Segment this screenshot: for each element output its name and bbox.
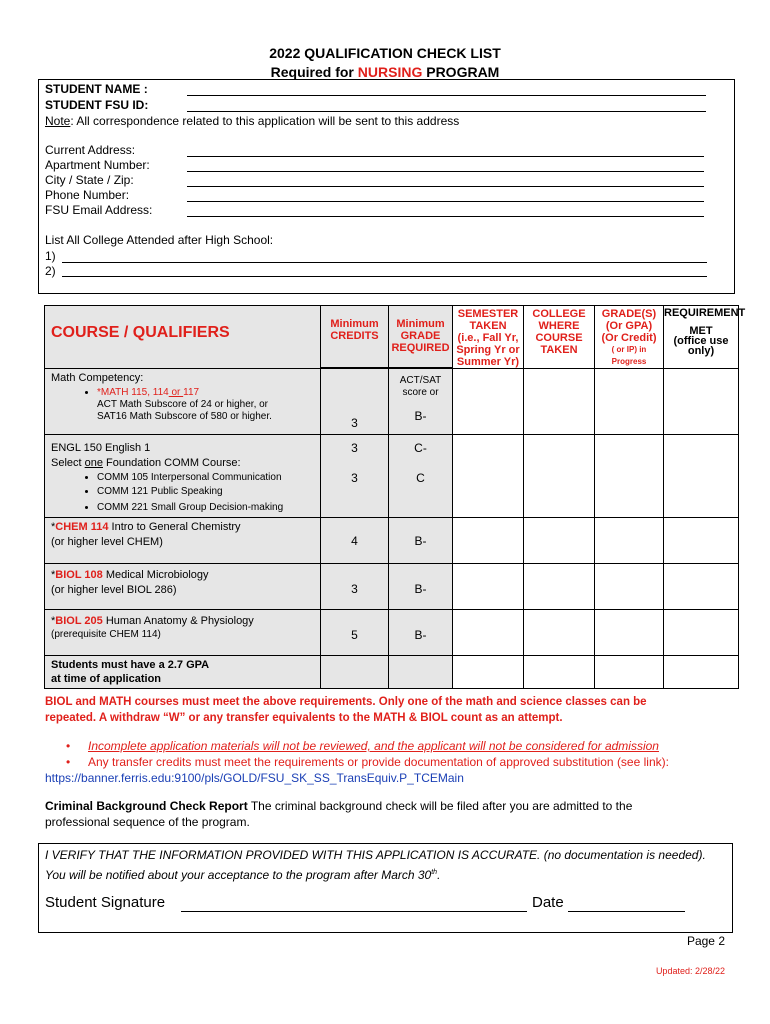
biol108-semester-cell[interactable]: [453, 564, 524, 610]
current-address-label: Current Address:: [45, 143, 136, 157]
math-college-cell[interactable]: [524, 369, 595, 435]
math-credits: 3: [321, 369, 389, 435]
student-signature-label: Student Signature: [45, 894, 166, 911]
math-grades-cell[interactable]: [595, 369, 664, 435]
fsu-email-field[interactable]: [187, 216, 704, 217]
bullet-icon: •: [66, 739, 71, 753]
biol205-college-cell[interactable]: [524, 610, 595, 656]
biol205-credits: 5: [321, 610, 389, 656]
student-id-label: STUDENT FSU ID:: [45, 98, 149, 112]
grades-header: GRADE(S) (Or GPA) (Or Credit) ( or IP) in Progress: [595, 306, 664, 369]
table-row-math: [45, 369, 739, 435]
bullet-icon: •: [66, 755, 71, 769]
engl-requirement-cell: [664, 435, 739, 518]
biol108-course-cell: *BIOL 108 Medical Microbiology (or higher level BIOL 286): [45, 564, 321, 610]
student-id-field[interactable]: [187, 111, 706, 112]
college-item-1-field[interactable]: [62, 262, 707, 263]
engl-college-cell[interactable]: [524, 435, 595, 518]
biol108-grades-cell[interactable]: [595, 564, 664, 610]
table-row-engl: [45, 435, 739, 518]
chem-semester-cell[interactable]: [453, 518, 524, 564]
subtitle-prefix: Required for: [270, 64, 358, 80]
biol205-grades-cell[interactable]: [595, 610, 664, 656]
student-name-label: STUDENT NAME :: [45, 82, 148, 96]
city-state-zip-field[interactable]: [187, 186, 704, 187]
table-row-chem: [45, 518, 739, 564]
student-name-field[interactable]: [187, 95, 706, 96]
criminal-background-note: Criminal Background Check Report The criminal background check will be filed after you are admitted to the professional sequence of the program.: [45, 799, 633, 829]
math-grade-cell: ACT/SAT score or B-: [389, 369, 453, 435]
chem-credits: 4: [321, 518, 389, 564]
phone-number-field[interactable]: [187, 201, 704, 202]
engl-course-cell: ENGL 150 English 1 Select one Foundation COMM Course: • COMM 105 Interpersonal Communication • COMM 121 Public Speaking • COMM 221 Small Group Decision-making: [45, 435, 321, 518]
gpa-grades-cell[interactable]: [595, 656, 664, 689]
engl-semester-cell[interactable]: [453, 435, 524, 518]
biol108-college-cell[interactable]: [524, 564, 595, 610]
current-address-field[interactable]: [187, 156, 704, 157]
table-row-gpa: [45, 656, 739, 689]
chem-grade: B-: [389, 518, 453, 564]
apartment-number-field[interactable]: [187, 171, 704, 172]
min-grade-header: Minimum GRADE REQUIRED: [389, 306, 453, 368]
student-signature-field[interactable]: [181, 911, 527, 912]
page-title: 2022 QUALIFICATION CHECK LIST: [269, 45, 501, 61]
biol108-requirement-cell: [664, 564, 739, 610]
apartment-number-label: Apartment Number:: [45, 158, 150, 172]
city-state-zip-label: City / State / Zip:: [45, 173, 134, 187]
course-table: [44, 305, 746, 689]
gpa-college-cell[interactable]: [524, 656, 595, 689]
biol108-grade: B-: [389, 564, 453, 610]
note-text: Note: All correspondence related to this application will be sent to this address: [45, 114, 460, 128]
semester-taken-header: SEMESTER TAKEN (i.e., Fall Yr, Spring Yr or Summer Yr): [453, 306, 524, 369]
biol205-semester-cell[interactable]: [453, 610, 524, 656]
repeat-policy-note: BIOL and MATH courses must meet the above requirements. Only one of the math and science classes can be repeated. A withdraw “W” or any transfer equivalents to the MATH & BIOL count as an attempt.: [45, 696, 647, 724]
page-number: Page 2: [686, 934, 725, 948]
date-field[interactable]: [568, 911, 685, 912]
colleges-label: List All College Attended after High School:: [45, 233, 274, 247]
chem-grades-cell[interactable]: [595, 518, 664, 564]
biol205-grade: B-: [389, 610, 453, 656]
page-subtitle: [0, 64, 770, 80]
math-course-cell: Math Competency: • *MATH 115, 114 or 117 ACT Math Subscore of 24 or higher, or SAT16 Math Subscore of 580 or higher.: [45, 369, 321, 435]
math-semester-cell[interactable]: [453, 369, 524, 435]
incomplete-materials-note: • Incomplete application materials will not be reviewed, and the applicant will not be considered for admission: [66, 739, 659, 753]
college-taken-header: COLLEGE WHERE COURSE TAKEN: [524, 306, 595, 369]
biol108-credits: 3: [321, 564, 389, 610]
biol205-course-cell: *BIOL 205 Human Anatomy & Physiology (prerequisite CHEM 114): [45, 610, 321, 656]
date-label: Date: [532, 894, 564, 911]
gpa-semester-cell[interactable]: [453, 656, 524, 689]
gpa-requirement-cell: Students must have a 2.7 GPA at time of application: [45, 656, 321, 689]
min-credits-header: Minimum CREDITS: [321, 306, 389, 368]
program-name: NURSING: [357, 64, 423, 80]
requirement-met-header: REQUIREMENT MET (office use only): [664, 306, 739, 369]
chem-college-cell[interactable]: [524, 518, 595, 564]
subtitle-suffix: PROGRAM: [422, 64, 500, 80]
verification-statement: I VERIFY THAT THE INFORMATION PROVIDED WITH THIS APPLICATION IS ACCURATE. (no documentation is needed). You will be notified about your acceptance to the program after March 30th.: [45, 848, 706, 882]
biol205-requirement-cell: [664, 610, 739, 656]
transfer-equivalency-link[interactable]: https://banner.ferris.edu:9100/pls/GOLD/FSU_SK_SS_TransEquiv.P_TCEMain: [45, 771, 464, 785]
gpa-requirement-cell: [664, 656, 739, 689]
phone-number-label: Phone Number:: [45, 188, 130, 202]
college-item-2-field[interactable]: [62, 276, 707, 277]
engl-grade-cell: C- C: [389, 435, 453, 518]
table-row-biol108: [45, 564, 739, 610]
engl-credits-cell: 3 3: [321, 435, 389, 518]
fsu-email-label: FSU Email Address:: [45, 203, 153, 217]
college-item-2-label: 2): [45, 264, 56, 278]
chem-course-cell: *CHEM 114 Intro to General Chemistry (or higher level CHEM): [45, 518, 321, 564]
engl-grades-cell[interactable]: [595, 435, 664, 518]
updated-date: Updated: 2/28/22: [655, 966, 725, 976]
chem-requirement-cell: [664, 518, 739, 564]
math-requirement-cell: [664, 369, 739, 435]
table-row-biol205: [45, 610, 739, 656]
transfer-credits-note: • Any transfer credits must meet the requirements or provide documentation of approved substitution (see link):: [66, 755, 669, 769]
course-column-header: COURSE / QUALIFIERS: [45, 306, 321, 369]
college-item-1-label: 1): [45, 249, 56, 263]
